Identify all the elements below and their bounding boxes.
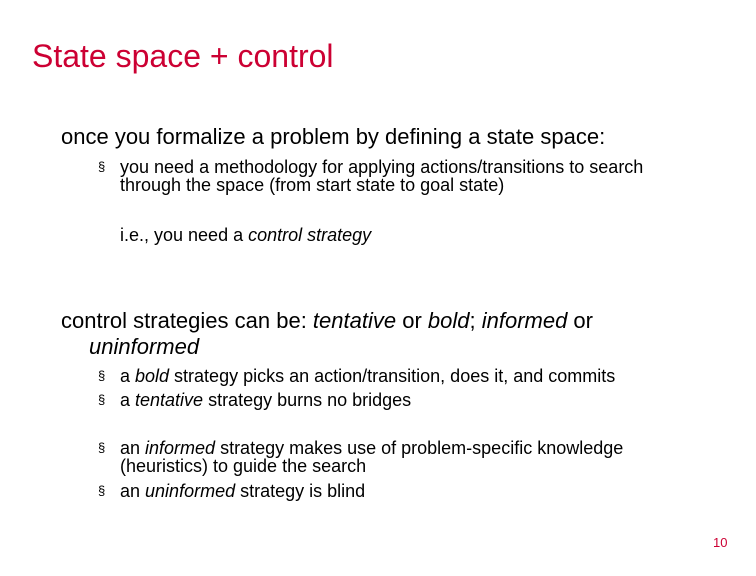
ie-line [120,225,371,246]
ie-emphasis: control strategy [248,225,372,245]
bullet-icon: § [98,159,106,174]
cs-informed: informed [481,308,568,333]
b4-pre: an [120,481,146,501]
cs-sep-1: or [396,308,428,333]
b2-post: strategy burns no bridges [203,390,412,410]
sub-bullet-informed [98,439,623,475]
b1-pre: a [120,366,136,386]
sub-bullet-tentative [98,391,411,409]
b2-pre: a [120,390,136,410]
main-point-text: once you formalize a problem by defining a state space: [61,124,606,149]
ie-prefix: i.e., you need a [120,225,249,245]
sub-bullet-bold [98,367,615,385]
b3-post: strategy makes use of problem-specific knowledge [215,438,624,458]
slide-title: State space + control [32,38,334,74]
b1-emph: bold [135,366,170,386]
cs-tentative: tentative [312,308,397,333]
cs-uninformed: uninformed [89,334,200,359]
bullet-icon: § [98,483,106,498]
page-number: 10 [713,535,728,550]
b4-emph: uninformed [145,481,236,501]
main-point-state-space [61,124,605,150]
bullet-icon: § [98,392,106,407]
bullet-icon: § [98,368,106,383]
b4-post: strategy is blind [235,481,366,501]
sub-bullet-uninformed [98,482,365,500]
main-point-control-strategies [61,308,593,360]
b3-pre: an [120,438,146,458]
cs-bold: bold [427,308,470,333]
sub-bullet-line-2: through the space (from start state to goal state) [120,175,505,195]
b2-emph: tentative [135,390,204,410]
bullet-icon: § [98,440,106,455]
b1-post: strategy picks an action/transition, does it, and commits [169,366,616,386]
sub-bullet-methodology [98,158,643,194]
sub-bullet-line-1: you need a methodology for applying actions/transitions to search [120,157,644,177]
b3-line-2: (heuristics) to guide the search [120,456,367,476]
b3-emph: informed [145,438,216,458]
cs-prefix: control strategies can be: [61,308,313,333]
cs-sep-3: or [567,308,593,333]
cs-sep-2: ; [469,308,482,333]
